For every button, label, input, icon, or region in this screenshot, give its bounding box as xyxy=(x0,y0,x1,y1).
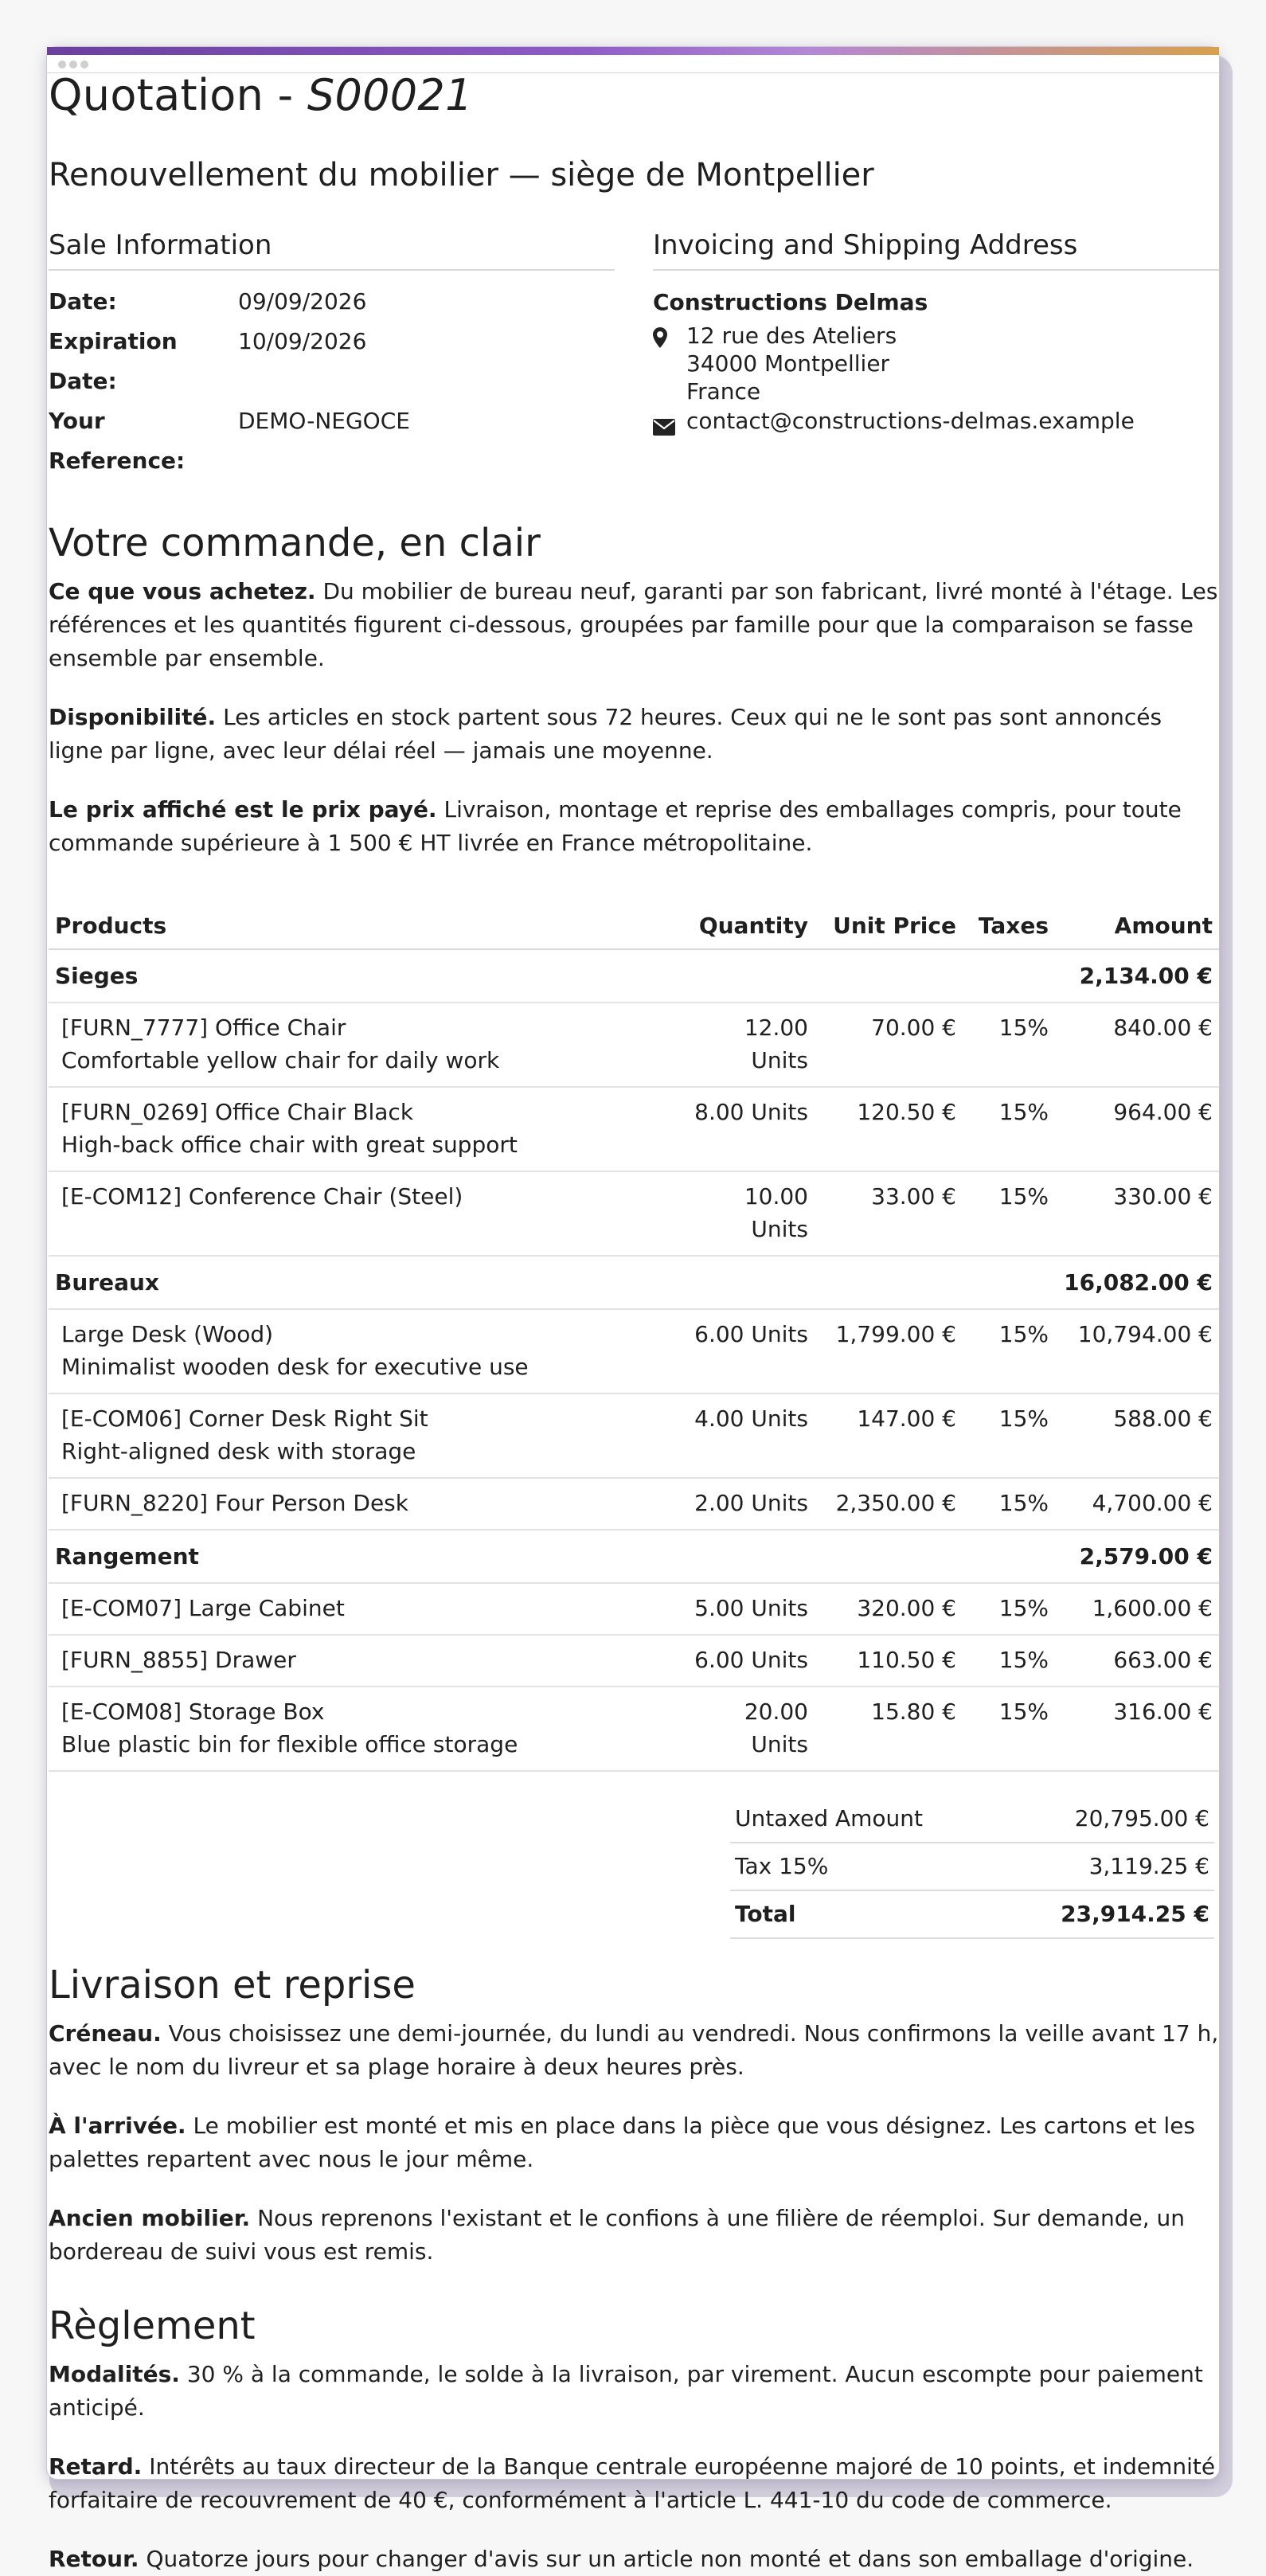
product-cell xyxy=(49,1478,674,1530)
product-description: High-back office chair with great support xyxy=(61,1132,518,1158)
info-label: Date: xyxy=(49,288,117,315)
line-unit-price: 1,799.00 € xyxy=(815,1309,963,1394)
totals-value: 23,914.25 € xyxy=(1061,1901,1209,1927)
table-row xyxy=(49,1171,1219,1256)
address-line: 34000 Montpellier xyxy=(686,350,890,377)
document-content xyxy=(47,70,1219,2576)
table-row xyxy=(49,1003,1219,1087)
order-lines-table xyxy=(49,898,1219,1772)
delivery-paragraph xyxy=(49,2202,1219,2269)
section-name: Bureaux xyxy=(49,1256,1055,1309)
table-row xyxy=(49,1687,1219,1771)
product-description: Minimalist wooden desk for executive use xyxy=(61,1354,529,1380)
column-header-products: Products xyxy=(49,898,674,949)
line-quantity: 4.00 Units xyxy=(674,1394,815,1478)
table-row xyxy=(49,1583,1219,1635)
product-name: [FURN_7777] Office Chair xyxy=(61,1014,346,1041)
table-row xyxy=(49,1087,1219,1171)
intro-paragraph xyxy=(49,575,1219,675)
paragraph-lead: Retard. xyxy=(49,2453,143,2480)
info-value: 10/09/2026 xyxy=(238,328,367,354)
totals-value: 20,795.00 € xyxy=(1074,1805,1209,1831)
line-unit-price: 120.50 € xyxy=(815,1087,963,1171)
line-quantity: 5.00 Units xyxy=(674,1583,815,1635)
address-block xyxy=(653,229,1219,481)
line-quantity: 2.00 Units xyxy=(674,1478,815,1530)
line-quantity: 10.00 Units xyxy=(674,1171,815,1256)
address-heading: Invoicing and Shipping Address xyxy=(653,229,1219,271)
tax-row xyxy=(730,1843,1214,1891)
product-description: Blue plastic bin for flexible office storage xyxy=(61,1731,518,1757)
product-cell xyxy=(49,1394,674,1478)
envelope-icon xyxy=(653,407,686,443)
info-row-date xyxy=(49,282,615,322)
column-header-quantity: Quantity xyxy=(674,898,815,949)
info-label: Expiration Date: xyxy=(49,328,178,394)
paragraph-text: Intérêts au taux directeur de la Banque centrale européenne majoré de 10 points, et indemnité forfaitaire de recouvrement de 40 €, conformément à l'article L. 441-10 du code de commerce. xyxy=(49,2453,1216,2513)
paragraph-text: Le mobilier est monté et mis en place dans la pièce que vous désignez. Les cartons et les palettes repartent avec nous le jour même. xyxy=(49,2113,1196,2172)
payment-paragraph xyxy=(49,2450,1219,2517)
product-name: Large Desk (Wood) xyxy=(61,1321,274,1347)
totals-label: Untaxed Amount xyxy=(735,1805,924,1831)
line-taxes: 15% xyxy=(963,1478,1055,1530)
delivery-heading: Livraison et reprise xyxy=(49,1963,416,2007)
line-unit-price: 147.00 € xyxy=(815,1394,963,1478)
section-name: Rangement xyxy=(49,1530,1055,1583)
delivery-paragraph xyxy=(49,2017,1219,2084)
product-name: [E-COM08] Storage Box xyxy=(61,1698,325,1725)
paragraph-lead: Disponibilité. xyxy=(49,704,217,730)
section-row xyxy=(49,949,1219,1003)
table-row xyxy=(49,1478,1219,1530)
product-cell xyxy=(49,1309,674,1394)
customer-email[interactable]: contact@constructions-delmas.example xyxy=(686,408,1135,434)
line-taxes: 15% xyxy=(963,1309,1055,1394)
payment-paragraph xyxy=(49,2543,1219,2576)
section-row xyxy=(49,1530,1219,1583)
line-quantity: 6.00 Units xyxy=(674,1635,815,1687)
line-quantity: 12.00 Units xyxy=(674,1003,815,1087)
totals-block xyxy=(730,1796,1214,1939)
table-row xyxy=(49,1394,1219,1478)
paragraph-text: Nous reprenons l'existant et le confions à une filière de réemploi. Sur demande, un bordereau de suivi vous est remis. xyxy=(49,2205,1186,2265)
paragraph-text: Du mobilier de bureau neuf, garanti par son fabricant, livré monté à l'étage. Les références et les quantités figurent ci-dessous, groupées par famille pour que la comparaison se fasse ensemble par ensemble. xyxy=(49,578,1218,671)
line-unit-price: 110.50 € xyxy=(815,1635,963,1687)
address-line: France xyxy=(686,378,761,405)
line-amount: 964.00 € xyxy=(1055,1087,1219,1171)
totals-label: Total xyxy=(735,1901,796,1927)
table-header-row xyxy=(49,898,1219,949)
paragraph-text: Vous choisissez une demi-journée, du lundi au vendredi. Nous confirmons la veille avant 17 h, avec le nom du livreur et sa plage horaire à deux heures près. xyxy=(49,2020,1219,2080)
title-prefix: Quotation - xyxy=(49,70,307,120)
info-label: Your Reference: xyxy=(49,408,186,474)
intro-paragraph xyxy=(49,793,1219,860)
paragraph-lead: Retour. xyxy=(49,2546,139,2572)
paragraph-lead: Ancien mobilier. xyxy=(49,2205,251,2231)
product-cell xyxy=(49,1687,674,1771)
line-taxes: 15% xyxy=(963,1003,1055,1087)
section-subtotal: 2,134.00 € xyxy=(1055,949,1219,1003)
column-header-amount: Amount xyxy=(1055,898,1219,949)
product-name: [FURN_8855] Drawer xyxy=(61,1647,296,1673)
line-taxes: 15% xyxy=(963,1635,1055,1687)
window-chrome xyxy=(47,55,1219,73)
paragraph-lead: À l'arrivée. xyxy=(49,2113,186,2139)
paragraph-lead: Ce que vous achetez. xyxy=(49,578,316,604)
line-unit-price: 320.00 € xyxy=(815,1583,963,1635)
product-cell xyxy=(49,1087,674,1171)
section-name: Sieges xyxy=(49,949,1055,1003)
line-taxes: 15% xyxy=(963,1171,1055,1256)
payment-heading: Règlement xyxy=(49,2304,256,2348)
line-taxes: 15% xyxy=(963,1687,1055,1771)
line-quantity: 8.00 Units xyxy=(674,1087,815,1171)
delivery-paragraph xyxy=(49,2109,1219,2176)
section-row xyxy=(49,1256,1219,1309)
product-cell xyxy=(49,1583,674,1635)
intro-paragraph xyxy=(49,701,1219,768)
email-row xyxy=(653,407,1219,443)
sale-information-heading: Sale Information xyxy=(49,229,615,271)
paragraph-text: Livraison, montage et reprise des emballages compris, pour toute commande supérieure à 1 500 € HT livrée en France métropolitaine. xyxy=(49,796,1182,856)
payment-paragraph xyxy=(49,2358,1219,2425)
line-amount: 330.00 € xyxy=(1055,1171,1219,1256)
info-value: 09/09/2026 xyxy=(238,288,367,315)
line-taxes: 15% xyxy=(963,1087,1055,1171)
product-cell xyxy=(49,1635,674,1687)
info-value: DEMO-NEGOCE xyxy=(238,408,410,434)
address-line: 12 rue des Ateliers xyxy=(686,322,897,349)
totals-value: 3,119.25 € xyxy=(1088,1853,1209,1879)
customer-name: Constructions Delmas xyxy=(653,289,928,315)
paragraph-text: 30 % à la commande, le solde à la livraison, par virement. Aucun escompte pour paiement anticipé. xyxy=(49,2361,1203,2421)
line-unit-price: 70.00 € xyxy=(815,1003,963,1087)
section-subtotal: 2,579.00 € xyxy=(1055,1530,1219,1583)
line-taxes: 15% xyxy=(963,1394,1055,1478)
product-name: [FURN_8220] Four Person Desk xyxy=(61,1490,408,1516)
line-amount: 316.00 € xyxy=(1055,1687,1219,1771)
product-name: [E-COM12] Conference Chair (Steel) xyxy=(61,1183,463,1210)
line-quantity: 20.00 Units xyxy=(674,1687,815,1771)
window-dot xyxy=(80,61,88,68)
paragraph-text: Quatorze jours pour changer d'avis sur un article non monté et dans son emballage d'origine. xyxy=(139,2546,1194,2572)
intro-heading: Votre commande, en clair xyxy=(49,521,541,565)
line-amount: 588.00 € xyxy=(1055,1394,1219,1478)
line-quantity: 6.00 Units xyxy=(674,1309,815,1394)
postal-address xyxy=(653,322,1219,405)
map-marker-icon xyxy=(653,322,686,405)
line-taxes: 15% xyxy=(963,1583,1055,1635)
section-subtotal: 16,082.00 € xyxy=(1055,1256,1219,1309)
grand-total-row xyxy=(730,1891,1214,1939)
line-unit-price: 15.80 € xyxy=(815,1687,963,1771)
column-header-unit-price: Unit Price xyxy=(815,898,963,949)
line-amount: 4,700.00 € xyxy=(1055,1478,1219,1530)
product-name: [E-COM06] Corner Desk Right Sit xyxy=(61,1405,428,1432)
untaxed-amount-row xyxy=(730,1796,1214,1843)
totals-label: Tax 15% xyxy=(735,1853,829,1879)
line-amount: 663.00 € xyxy=(1055,1635,1219,1687)
document-sheet xyxy=(46,46,1220,2572)
product-name: [E-COM07] Large Cabinet xyxy=(61,1595,345,1621)
paragraph-lead: Modalités. xyxy=(49,2361,180,2387)
quotation-subject: Renouvellement du mobilier — siège de Montpellier xyxy=(49,157,874,193)
product-description: Comfortable yellow chair for daily work xyxy=(61,1047,500,1073)
info-row-expiration xyxy=(49,322,615,401)
info-block xyxy=(49,229,1219,481)
paragraph-lead: Créneau. xyxy=(49,2020,162,2046)
window-dot xyxy=(69,61,77,68)
table-row xyxy=(49,1309,1219,1394)
paragraph-lead: Le prix affiché est le prix payé. xyxy=(49,796,437,823)
line-unit-price: 2,350.00 € xyxy=(815,1478,963,1530)
line-unit-price: 33.00 € xyxy=(815,1171,963,1256)
line-amount: 10,794.00 € xyxy=(1055,1309,1219,1394)
column-header-taxes: Taxes xyxy=(963,898,1055,949)
line-amount: 840.00 € xyxy=(1055,1003,1219,1087)
window-dot xyxy=(58,61,66,68)
line-amount: 1,600.00 € xyxy=(1055,1583,1219,1635)
sale-information xyxy=(49,229,615,481)
paragraph-text: Les articles en stock partent sous 72 heures. Ceux qui ne le sont pas sont annoncés ligne par ligne, avec leur délai réel — jamais une moyenne. xyxy=(49,704,1162,764)
page-title xyxy=(49,70,1219,120)
product-name: [FURN_0269] Office Chair Black xyxy=(61,1099,414,1125)
product-cell xyxy=(49,1171,674,1256)
table-row xyxy=(49,1635,1219,1687)
product-cell xyxy=(49,1003,674,1087)
product-description: Right-aligned desk with storage xyxy=(61,1438,416,1464)
quotation-reference: S00021 xyxy=(307,70,473,120)
info-row-reference xyxy=(49,401,615,481)
brand-bar xyxy=(47,47,1219,55)
